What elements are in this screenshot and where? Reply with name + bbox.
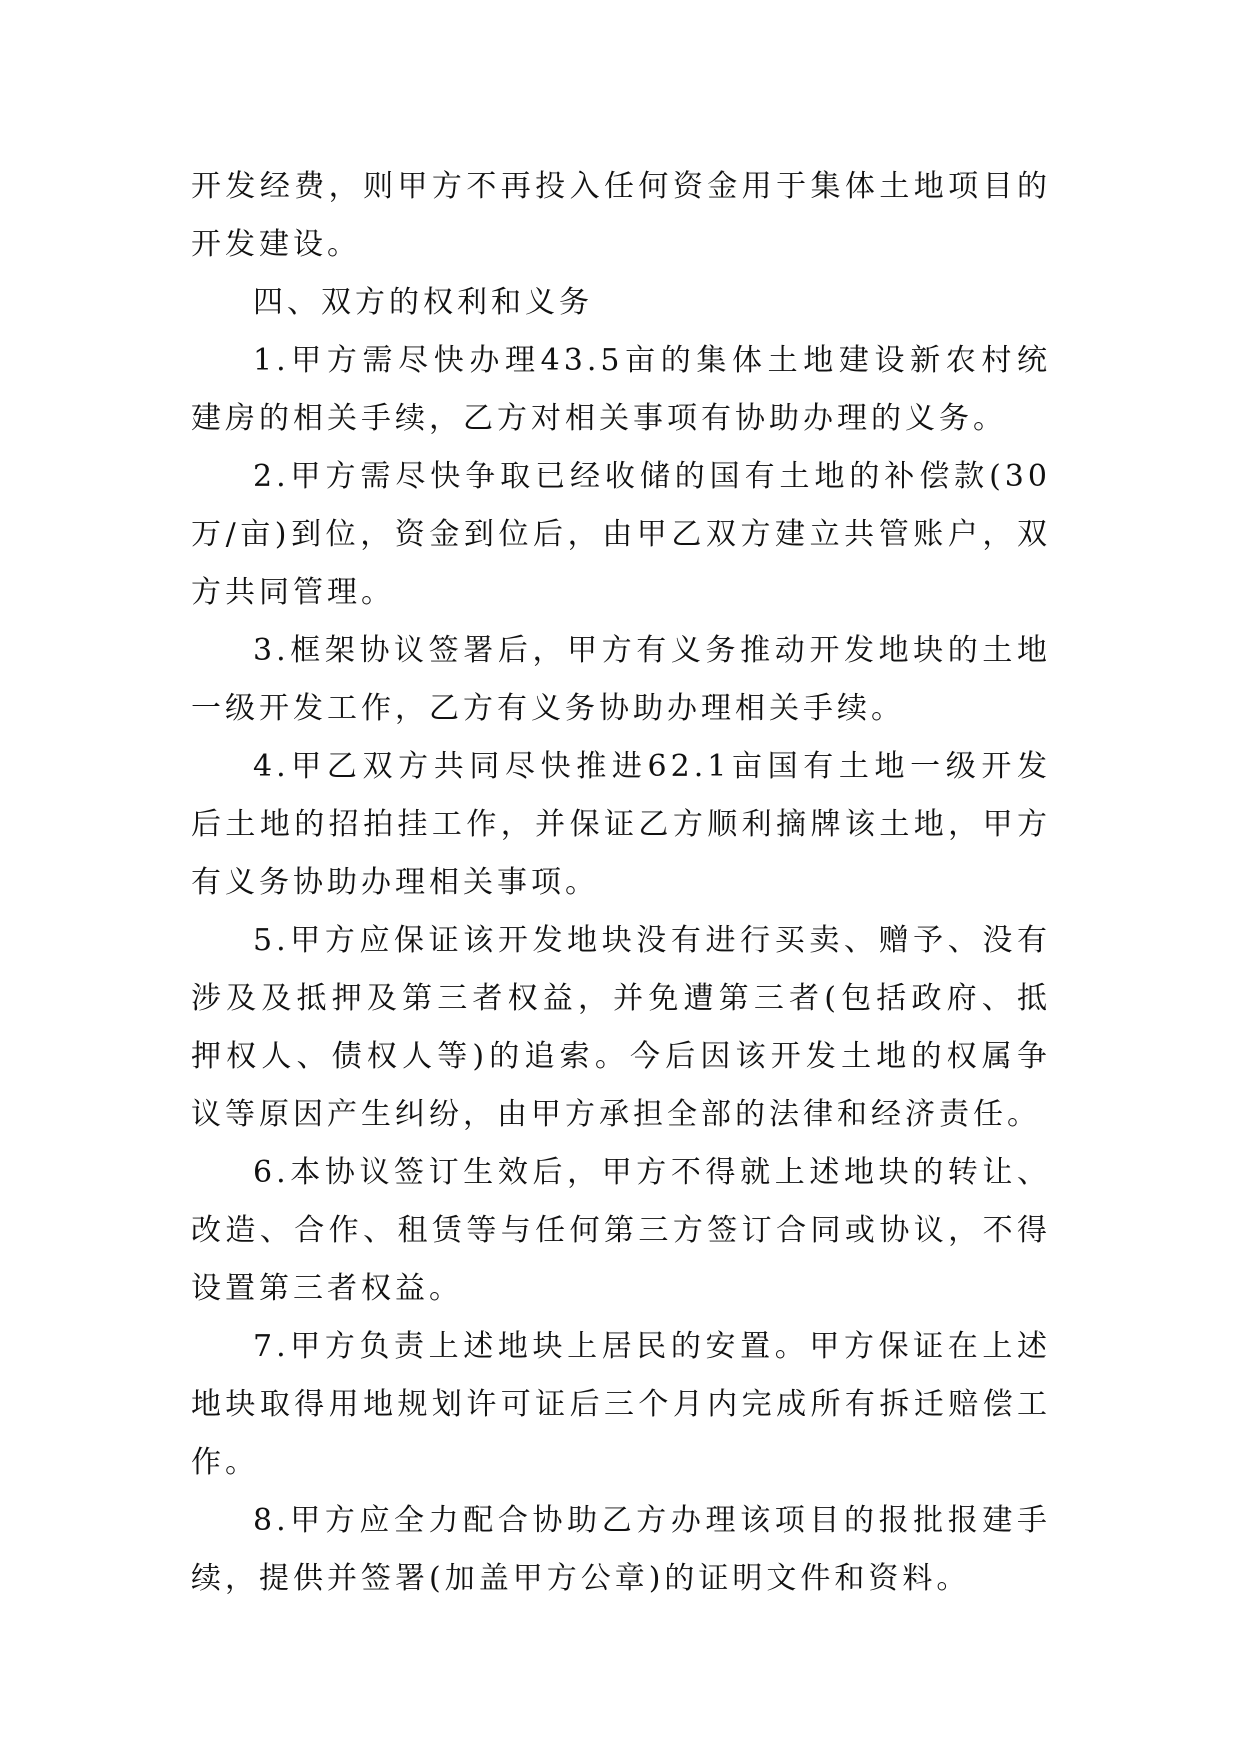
clause-8: 8.甲方应全力配合协助乙方办理该项目的报批报建手续，提供并签署(加盖甲方公章)的证明文件和资料。 xyxy=(191,1503,1051,1596)
paragraph-continuation: 开发经费，则甲方不再投入任何资金用于集体土地项目的开发建设。 xyxy=(191,169,1051,262)
clause-1: 1.甲方需尽快办理43.5亩的集体土地建设新农村统建房的相关手续，乙方对相关事项有协助办理的义务。 xyxy=(191,343,1051,436)
clause-3: 3.框架协议签署后，甲方有义务推动开发地块的土地一级开发工作，乙方有义务协助办理相关手续。 xyxy=(191,633,1051,726)
clause-5: 5.甲方应保证该开发地块没有进行买卖、赠予、没有涉及及抵押及第三者权益，并免遭第三者(包括政府、抵押权人、债权人等)的追索。今后因该开发土地的权属争议等原因产生纠纷，由甲方承担全部的法律和经济责任。 xyxy=(191,923,1051,1132)
clause-6: 6.本协议签订生效后，甲方不得就上述地块的转让、改造、合作、租赁等与任何第三方签订合同或协议，不得设置第三者权益。 xyxy=(191,1155,1051,1306)
document-body xyxy=(191,158,1051,1608)
clause-4: 4.甲乙双方共同尽快推进62.1亩国有土地一级开发后土地的招拍挂工作，并保证乙方顺利摘牌该土地，甲方有义务协助办理相关事项。 xyxy=(191,749,1051,900)
clause-7: 7.甲方负责上述地块上居民的安置。甲方保证在上述地块取得用地规划许可证后三个月内完成所有拆迁赔偿工作。 xyxy=(191,1329,1051,1480)
clause-2: 2.甲方需尽快争取已经收储的国有土地的补偿款(30万/亩)到位，资金到位后，由甲乙双方建立共管账户，双方共同管理。 xyxy=(191,459,1051,610)
section-heading: 四、双方的权利和义务 xyxy=(253,285,593,320)
